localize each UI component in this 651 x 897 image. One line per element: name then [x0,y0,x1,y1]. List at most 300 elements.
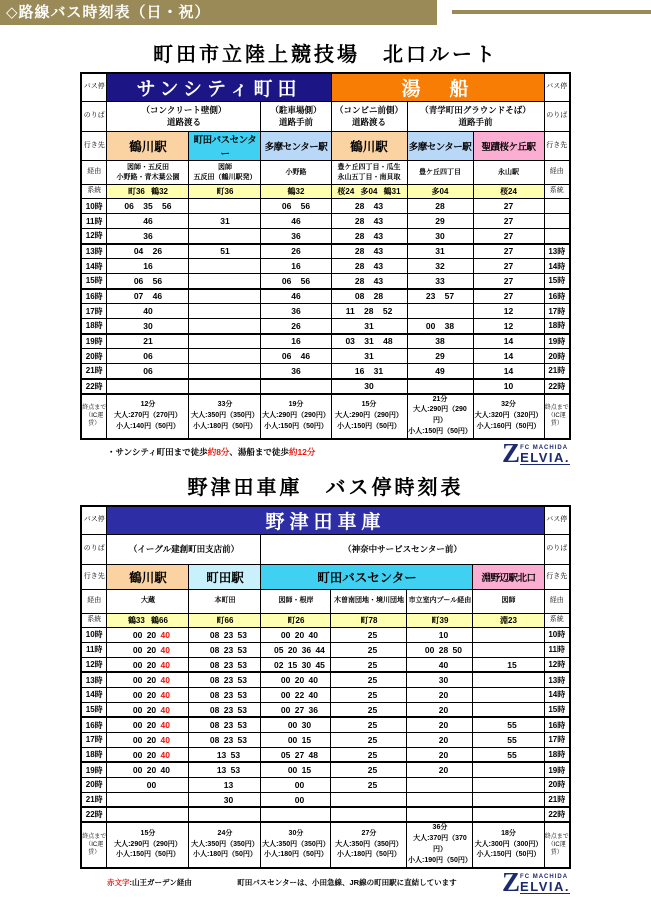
departure-times-cell: 08 28 [331,289,407,304]
departure-times-cell: 00 28 50 [407,642,473,657]
departure-times-cell [473,627,544,642]
red-text-legend-note: 赤文字:山王ガーデン経由 [107,877,192,887]
departure-times-cell: 31 [189,214,261,229]
departure-times-cell: 10 [407,627,473,642]
departure-times-cell [473,642,544,657]
departure-times-cell [473,672,544,687]
table-title-north-route: 町田市立陸上競技場 北口ルート [153,44,498,66]
via-cell: 図師 [473,589,544,613]
departure-times-cell: 25 [331,672,407,687]
red-highlight: 40 [160,749,170,760]
departure-times-cell [473,807,544,822]
departure-times-cell: 28 43 [331,259,407,274]
hour-label [544,199,570,214]
hour-label: 16時 [544,717,570,732]
departure-times-cell: 28 43 [331,244,407,259]
below-table-0 [81,437,570,468]
row-label: のりば [544,102,570,132]
hour-label: 20時 [544,349,570,364]
hour-label: 17時 [544,732,570,747]
departure-times-cell: 08 23 53 [189,627,261,642]
departure-times-cell [331,807,407,822]
via-cell: 木曽南団地・境川団地 [331,589,407,613]
departure-times-cell: 27 [473,244,544,259]
departure-times-cell: 30 [107,319,189,334]
logo-fc-machida-label: FC MACHIDA [520,873,569,880]
departure-times-cell: 28 43 [331,199,407,214]
departure-times-cell: 36 [261,229,331,244]
fare-cell: 36分 大人:370円（370円） 小人:190円（50円） [407,822,473,867]
departure-times-cell: 08 23 53 [189,732,261,747]
hour-label: 20時 [81,349,107,364]
departure-times-cell: 31 [331,319,407,334]
hour-row [81,807,570,822]
row-label: 経由 [544,589,570,613]
red-highlight: 40 [160,629,170,640]
departure-times-cell [189,259,261,274]
departure-times-cell: 25 [331,627,407,642]
hour-row [81,672,570,687]
departure-times-cell: 49 [407,364,473,379]
hour-label: 22時 [81,379,107,394]
departure-times-cell [407,379,473,394]
departure-times-cell: 16 31 [331,364,407,379]
departure-times-cell [189,807,261,822]
bus-stop-row [81,506,570,535]
departure-times-cell: 55 [473,732,544,747]
hour-label: 10時 [544,627,570,642]
hour-row [81,364,570,379]
row-label: 経由 [81,161,107,185]
via-cell: 豊ケ丘四丁目・瓜生 永山五丁目・南貝取 [331,161,407,185]
departure-times-cell [189,334,261,349]
platform-row [81,102,570,132]
hour-row [81,304,570,319]
hour-label: 13時 [544,244,570,259]
departure-times-cell: 20 [407,702,473,717]
banner-rule [452,10,651,14]
departure-times-cell [107,379,189,394]
departure-times-cell: 00 15 [261,762,331,777]
departure-times-cell: 25 [331,642,407,657]
hour-row [81,214,570,229]
destination-row [81,132,570,161]
hour-label: 18時 [544,747,570,762]
departure-times-cell: 00 20 40 [107,642,189,657]
row-label: バス停 [81,506,107,535]
hour-label: 15時 [81,274,107,289]
departure-times-cell: 00 [261,792,331,807]
hour-row [81,762,570,777]
banner-label: ◇路線バス時刻表（日・祝） [6,4,211,21]
departure-times-cell: 28 43 [331,274,407,289]
fare-cell: 30分 大人:350円（350円） 小人:180円（50円） [261,822,331,867]
hour-label: 19時 [544,762,570,777]
zelvia-z-icon: Z [502,866,521,897]
hour-label: 11時 [544,642,570,657]
departure-times-cell: 06 [107,364,189,379]
departure-times-cell: 40 [107,304,189,319]
departure-times-cell: 13 [189,777,261,792]
hour-label: 21時 [81,792,107,807]
departure-times-cell: 08 23 53 [189,717,261,732]
departure-times-cell [189,289,261,304]
row-label: 系統 [544,185,570,199]
hour-row [81,732,570,747]
departure-times-cell: 00 20 40 [107,702,189,717]
hour-label: 15時 [544,274,570,289]
hour-row [81,244,570,259]
fare-cell: 27分 大人:350円（350円） 小人:180円（50円） [331,822,407,867]
departure-times-cell: 00 30 [261,717,331,732]
departure-times-cell: 06 35 56 [107,199,189,214]
departure-times-cell: 08 23 53 [189,657,261,672]
departure-times-cell: 30 [407,672,473,687]
row-label: 系統 [81,613,107,627]
platform-cell: （駐車場側） 道路手前 [261,102,331,132]
destination-row [81,564,570,589]
hour-label: 22時 [544,807,570,822]
hour-label: 14時 [81,259,107,274]
departure-times-cell: 10 [473,379,544,394]
departure-times-cell: 28 [407,199,473,214]
departure-times-cell: 30 [407,229,473,244]
table-title-nozuta-depot: 野津田車庫 バス停時刻表 [187,476,464,499]
hour-label: 17時 [81,304,107,319]
hour-row [81,349,570,364]
departure-times-cell: 06 [107,349,189,364]
red-highlight: 40 [160,704,170,715]
row-label: 系統 [544,613,570,627]
hour-row [81,777,570,792]
departure-times-cell: 55 [473,717,544,732]
row-label: 終点まで （IC運賃） [544,822,570,867]
hour-row [81,199,570,214]
bus-center-connection-note: 町田バスセンターは、小田急線、JR線の町田駅に直結しています [237,877,457,887]
departure-times-cell [473,687,544,702]
departure-times-cell: 00 22 40 [261,687,331,702]
departure-times-cell: 15 [473,657,544,672]
hour-label: 19時 [544,334,570,349]
departure-times-cell: 25 [331,732,407,747]
route-number-cell: 鶴32 [261,185,331,199]
departure-times-cell: 00 20 40 [107,762,189,777]
row-label: バス停 [81,73,107,102]
hour-row [81,379,570,394]
hour-label: 14時 [544,687,570,702]
red-highlight: 約8分 [207,446,230,457]
departure-times-cell: 27 [473,274,544,289]
departure-times-cell [189,304,261,319]
departure-times-cell: 25 [331,687,407,702]
destination-cell: 町田バスセンター [189,132,261,161]
departure-times-cell: 29 [407,214,473,229]
fare-row [81,394,570,439]
destination-cell: 多摩センター駅 [407,132,473,161]
platform-cell: （神奈中サービスセンター前） [261,534,544,564]
row-label: 行き先 [544,564,570,589]
platform-cell: （イーグル建創町田支店前） [107,534,261,564]
fare-cell: 19分 大人:290円（290円） 小人:150円（50円） [261,394,331,439]
destination-cell: 町田バスセンター [261,564,473,589]
departure-times-cell [189,274,261,289]
route-number-cell: 淵23 [473,613,544,627]
route-number-cell: 町36 鶴32 [107,185,189,199]
fare-cell: 18分 大人:300円（300円） 小人:150円（50円） [473,822,544,867]
departure-times-cell: 20 [407,717,473,732]
departure-times-cell: 36 [107,229,189,244]
departure-times-cell: 27 [473,229,544,244]
bus-stop-row [81,73,570,102]
departure-times-cell: 30 [331,379,407,394]
departure-times-cell: 40 [407,657,473,672]
departure-times-cell: 27 [473,214,544,229]
via-cell: 図師 五反田（鶴川駅発） [189,161,261,185]
row-label: 終点まで （IC運賃） [544,394,570,439]
hour-label: 17時 [81,732,107,747]
departure-times-cell: 00 20 40 [107,732,189,747]
platform-cell: （青学町田グラウンドそば） 道路手前 [407,102,544,132]
hour-label: 14時 [81,687,107,702]
hour-row [81,319,570,334]
departure-times-cell: 00 20 40 [107,672,189,687]
hour-row [81,657,570,672]
departure-times-cell: 31 [407,244,473,259]
hour-label: 16時 [544,289,570,304]
departure-times-cell [407,792,473,807]
hour-label: 22時 [544,379,570,394]
platform-cell: （コンビニ前側） 道路渡る [331,102,407,132]
red-highlight: 40 [160,720,170,731]
departure-times-cell: 25 [331,762,407,777]
row-label: 経由 [81,589,107,613]
departure-times-cell: 28 43 [331,229,407,244]
row-label: バス停 [544,73,570,102]
departure-times-cell: 08 23 53 [189,702,261,717]
departure-times-cell: 08 23 53 [189,687,261,702]
departure-times-cell: 00 27 36 [261,702,331,717]
destination-cell: 聖蹟桜ケ丘駅 [473,132,544,161]
departure-times-cell: 07 46 [107,289,189,304]
hour-label: 11時 [81,214,107,229]
route-number-cell: 町39 [407,613,473,627]
bus-stop-cell: サンシティ町田 [107,73,331,102]
departure-times-cell [473,777,544,792]
timetable-north-route [80,72,571,440]
departure-times-cell [189,349,261,364]
zelvia-z-icon: Z [502,437,521,468]
departure-times-cell: 00 [107,777,189,792]
departure-times-cell: 00 20 40 [107,717,189,732]
fare-cell: 15分 大人:290円（290円） 小人:150円（50円） [107,822,189,867]
hour-label: 21時 [544,792,570,807]
departure-times-cell: 00 20 40 [107,627,189,642]
destination-cell: 鶴川駅 [331,132,407,161]
departure-times-cell: 14 [473,349,544,364]
hour-label: 14時 [544,259,570,274]
via-row [81,161,570,185]
departure-times-cell: 00 38 [407,319,473,334]
timetable-nozuta-depot [80,505,571,869]
row-label: 行き先 [81,132,107,161]
departure-times-cell: 55 [473,747,544,762]
hour-label: 17時 [544,304,570,319]
row-label: 終点まで （IC運賃） [81,822,107,867]
departure-times-cell: 00 20 40 [107,657,189,672]
departure-times-cell: 20 [407,762,473,777]
nozuta-depot-section [0,471,651,897]
walking-time-note: ・サンシティ町田まで徒歩約8分、湯船まで徒歩約12分 [107,446,316,457]
departure-times-cell: 06 46 [261,349,331,364]
fare-cell: 33分 大人:350円（350円） 小人:180円（50円） [189,394,261,439]
row-label: のりば [81,534,107,564]
departure-times-cell: 13 53 [189,762,261,777]
hour-label: 16時 [81,717,107,732]
departure-times-cell: 14 [473,334,544,349]
row-label: 終点まで （IC運賃） [81,394,107,439]
via-cell: 市立室内プール経由 [407,589,473,613]
departure-times-cell: 08 23 53 [189,672,261,687]
fare-cell: 12分 大人:270円（270円） 小人:140円（50円） [107,394,189,439]
route-number-cell: 町36 [189,185,261,199]
departure-times-cell: 25 [331,657,407,672]
departure-times-cell [189,319,261,334]
zelvia-logo [502,866,570,897]
departure-times-cell: 06 56 [107,274,189,289]
row-label: 行き先 [81,564,107,589]
fare-cell: 21分 大人:290円（290円） 小人:150円（50円） [407,394,473,439]
departure-times-cell: 00 20 40 [107,687,189,702]
page-banner [0,0,437,25]
departure-times-cell [473,762,544,777]
hour-row [81,334,570,349]
bus-stop-cell: 湯 船 [331,73,544,102]
hour-label: 13時 [81,244,107,259]
red-highlight: 約12分 [288,446,316,457]
departure-times-cell: 16 [261,334,331,349]
route-number-cell: 桜24 多04 鶴31 [331,185,407,199]
destination-cell: 淵野辺駅北口 [473,564,544,589]
route-number-cell: 町66 [189,613,261,627]
departure-times-cell [189,229,261,244]
hour-label: 12時 [81,657,107,672]
hour-label: 19時 [81,762,107,777]
red-highlight: 40 [160,734,170,745]
departure-times-cell [407,807,473,822]
hour-row [81,289,570,304]
departure-times-cell [107,807,189,822]
departure-times-cell: 00 20 40 [261,627,331,642]
hour-label: 12時 [544,657,570,672]
departure-times-cell: 30 [189,792,261,807]
via-cell: 小野路 [261,161,331,185]
departure-times-cell: 16 [261,259,331,274]
departure-times-cell: 33 [407,274,473,289]
departure-times-cell [261,807,331,822]
hour-label: 16時 [81,289,107,304]
departure-times-cell: 04 26 [107,244,189,259]
hour-row [81,717,570,732]
hour-label [544,214,570,229]
via-cell: 本町田 [189,589,261,613]
departure-times-cell [189,379,261,394]
hour-label [544,229,570,244]
hour-label: 10時 [81,199,107,214]
row-label: 経由 [544,161,570,185]
hour-label: 13時 [81,672,107,687]
route-number-cell: 町26 [261,613,331,627]
hour-label: 18時 [81,747,107,762]
departure-times-cell: 46 [107,214,189,229]
departure-times-cell: 27 [473,289,544,304]
departure-times-cell: 02 15 30 45 [261,657,331,672]
departure-times-cell: 28 43 [331,214,407,229]
destination-cell: 町田駅 [189,564,261,589]
fare-row [81,822,570,867]
departure-times-cell [407,777,473,792]
departure-times-cell: 51 [189,244,261,259]
hour-row [81,792,570,807]
departure-times-cell [407,304,473,319]
departure-times-cell: 05 20 36 44 [261,642,331,657]
via-cell: 豊ケ丘四丁目 [407,161,473,185]
departure-times-cell: 38 [407,334,473,349]
route-number-cell: 桜24 [473,185,544,199]
hour-row [81,229,570,244]
departure-times-cell: 27 [473,199,544,214]
departure-times-cell: 23 57 [407,289,473,304]
hour-row [81,747,570,762]
departure-times-cell: 16 [107,259,189,274]
row-label: のりば [81,102,107,132]
departure-times-cell: 46 [261,214,331,229]
departure-times-cell [107,792,189,807]
departure-times-cell [473,702,544,717]
via-cell: 永山駅 [473,161,544,185]
route-number-cell: 多04 [407,185,473,199]
departure-times-cell [261,379,331,394]
departure-times-cell: 25 [331,777,407,792]
destination-cell: 鶴川駅 [107,132,189,161]
red-highlight: 赤文字 [107,877,130,887]
departure-times-cell: 31 [331,349,407,364]
departure-times-cell: 36 [261,364,331,379]
departure-times-cell: 46 [261,289,331,304]
row-label: バス停 [544,506,570,535]
departure-times-cell: 03 31 48 [331,334,407,349]
departure-times-cell: 20 [407,687,473,702]
departure-times-cell: 06 56 [261,199,331,214]
hour-label: 11時 [81,642,107,657]
zelvia-logo [502,437,570,468]
hour-row [81,642,570,657]
hour-label: 13時 [544,672,570,687]
via-cell: 大蔵 [107,589,189,613]
route-number-cell: 鶴33 鶴66 [107,613,189,627]
logo-elvia-label: ELVIA. [520,449,570,465]
hour-label: 18時 [544,319,570,334]
departure-times-cell: 25 [331,717,407,732]
red-highlight: 40 [160,644,170,655]
below-table-1 [81,866,570,897]
red-highlight: 40 [160,659,170,670]
red-highlight: 40 [160,689,170,700]
hour-label: 15時 [544,702,570,717]
via-row [81,589,570,613]
hour-row [81,687,570,702]
departure-times-cell [189,364,261,379]
via-cell: 図師・根岸 [261,589,331,613]
